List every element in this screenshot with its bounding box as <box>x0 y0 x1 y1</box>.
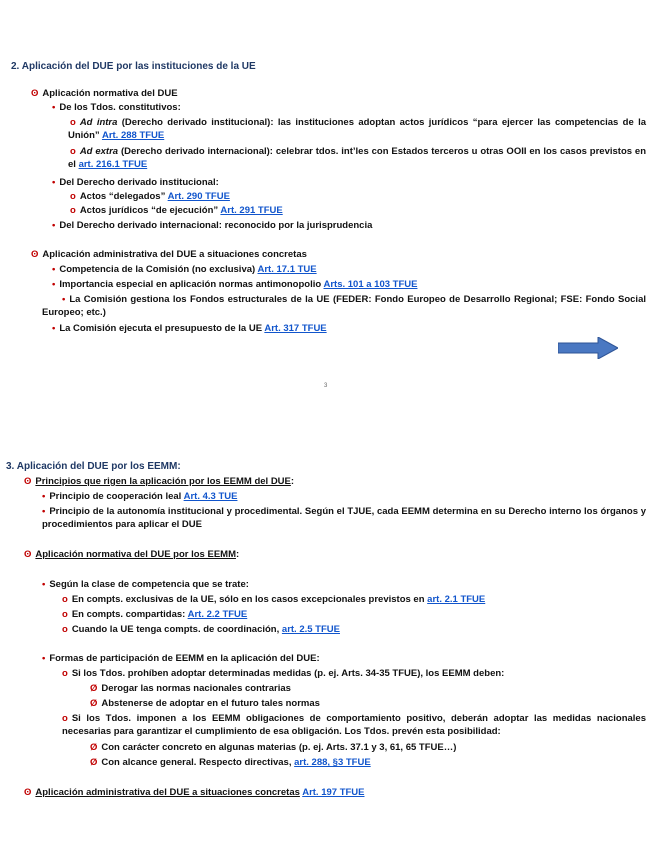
list-item: • De los Tdos. constitutivos: <box>52 102 181 113</box>
circle-bullet-icon: o <box>62 668 68 679</box>
bullet-icon: • <box>52 323 56 334</box>
empty-set-icon: Ø <box>90 742 98 753</box>
subsection-title: ʘ Aplicación normativa del DUE por los EEMM: <box>24 549 240 560</box>
list-item: o Cuando la UE tenga compts. de coordinación, art. 2.5 TFUE <box>62 624 340 635</box>
theta-icon: ʘ <box>31 249 39 260</box>
circle-bullet-icon: o <box>70 205 76 216</box>
list-item: • Del Derecho derivado internacional: reconocido por la jurisprudencia <box>52 220 373 231</box>
article-link[interactable]: Art. 4.3 TUE <box>183 491 238 502</box>
bullet-icon: • <box>62 294 66 305</box>
empty-set-icon: Ø <box>90 698 98 709</box>
article-link[interactable]: Art. 317 TFUE <box>264 323 327 334</box>
list-item: o Si los Tdos. prohíben adoptar determinadas medidas (p. ej. Arts. 34-35 TFUE), los EEMM deben: <box>62 668 505 679</box>
bullet-icon: • <box>42 653 46 664</box>
article-link[interactable]: art. 288, §3 TFUE <box>294 757 371 768</box>
section-heading-3: 3. Aplicación del DUE por los EEMM: <box>6 461 181 472</box>
list-item: • Principio de cooperación leal Art. 4.3 TUE <box>42 491 238 502</box>
list-item: o En compts. exclusivas de la UE, sólo en los casos excepcionales previstos en art. 2.1 TFUE <box>62 594 486 605</box>
theta-icon: ʘ <box>31 88 39 99</box>
bullet-icon: • <box>52 220 56 231</box>
circle-bullet-icon: o <box>70 191 76 202</box>
subsection-title: ʘ Aplicación administrativa del DUE a situaciones concretas <box>31 249 307 260</box>
bullet-icon: • <box>42 491 46 502</box>
subsection-title: ʘ Aplicación administrativa del DUE a situaciones concretas Art. 197 TFUE <box>24 787 365 798</box>
list-item: Ø Con alcance general. Respecto directivas, art. 288, §3 TFUE <box>90 757 371 768</box>
article-link[interactable]: Art. 288 TFUE <box>101 130 165 141</box>
next-arrow-icon[interactable] <box>558 337 618 359</box>
bullet-icon: • <box>42 506 46 517</box>
list-item: • Del Derecho derivado institucional: <box>52 177 219 188</box>
article-link[interactable]: Art. 291 TFUE <box>220 205 283 216</box>
bullet-icon: • <box>42 579 46 590</box>
circle-bullet-icon: o <box>62 594 68 605</box>
bullet-icon: • <box>52 177 56 188</box>
theta-icon: ʘ <box>24 787 32 798</box>
subsection-title: ʘ Aplicación normativa del DUE <box>31 88 178 99</box>
bullet-icon: • <box>52 264 56 275</box>
empty-set-icon: Ø <box>90 757 98 768</box>
circle-bullet-icon: o <box>62 624 68 635</box>
circle-bullet-icon: o <box>62 609 68 620</box>
list-item: Ø Con carácter concreto en algunas materias (p. ej. Arts. 37.1 y 3, 61, 65 TFUE…) <box>90 742 457 753</box>
article-link[interactable]: art. 2.1 TFUE <box>427 594 486 605</box>
article-link[interactable]: Art. 197 TFUE <box>302 787 365 798</box>
list-item: o En compts. compartidas: Art. 2.2 TFUE <box>62 609 248 620</box>
list-item: • La Comisión gestiona los Fondos estructurales de la UE (FEDER: Fondo Europeo de Desarrollo Regional; FSE: Fondo Social Europeo; etc.) <box>42 294 646 318</box>
article-link[interactable]: Art. 17.1 TUE <box>257 264 317 275</box>
list-item: • Importancia especial en aplicación normas antimonopolio Arts. 101 a 103 TFUE <box>52 279 418 290</box>
article-link[interactable]: Art. 2.2 TFUE <box>187 609 248 620</box>
page-number: 3 <box>324 383 328 389</box>
list-item: • Formas de participación de EEMM en la aplicación del DUE: <box>42 653 320 664</box>
list-item: o Ad intra (Derecho derivado institucional): las instituciones adoptan actos jurídicos “para ejercer las competencias de la Unión” Art. 288 TFUE <box>68 117 647 141</box>
list-item: o Actos jurídicos “de ejecución” Art. 291 TFUE <box>70 205 283 216</box>
bullet-icon: • <box>52 279 56 290</box>
article-link[interactable]: art. 216.1 TFUE <box>78 159 148 170</box>
circle-bullet-icon: o <box>70 117 76 128</box>
list-item: Ø Derogar las normas nacionales contrarias <box>90 683 291 694</box>
list-item: Ø Abstenerse de adoptar en el futuro tales normas <box>90 698 320 709</box>
list-item: • Principio de la autonomía institucional y procedimental. Según el TJUE, cada EEMM determina en su Derecho interno los órganos y procedimientos para aplicar el DUE <box>42 506 646 530</box>
list-item: o Actos “delegados” Art. 290 TFUE <box>70 191 230 202</box>
list-item: o Si los Tdos. imponen a los EEMM obligaciones de comportamiento positivo, deberán adoptar las medidas nacionales necesarias para garantizar el cumplimiento de esa obligación. Los Tdos. prevén esta posibilidad: <box>62 713 646 737</box>
empty-set-icon: Ø <box>90 683 98 694</box>
article-link[interactable]: art. 2.5 TFUE <box>281 624 340 635</box>
list-item: • Competencia de la Comisión (no exclusiva) Art. 17.1 TUE <box>52 264 317 275</box>
subsection-title: ʘ Principios que rigen la aplicación por los EEMM del DUE: <box>24 476 295 487</box>
article-link[interactable]: Arts. 101 a 103 TFUE <box>323 279 418 290</box>
article-link[interactable]: Art. 290 TFUE <box>167 191 230 202</box>
circle-bullet-icon: o <box>70 146 76 157</box>
theta-icon: ʘ <box>24 476 32 487</box>
list-item: • La Comisión ejecuta el presupuesto de la UE Art. 317 TFUE <box>52 323 327 334</box>
theta-icon: ʘ <box>24 549 32 560</box>
list-item: o Ad extra (Derecho derivado internacional): celebrar tdos. int’les con Estados terceros u otras OOII en los casos previstos en el art. 216.1 TFUE <box>68 146 646 170</box>
section-heading-2: 2. Aplicación del DUE por las instituciones de la UE <box>11 61 256 72</box>
circle-bullet-icon: o <box>62 713 68 724</box>
list-item: • Según la clase de competencia que se trate: <box>42 579 249 590</box>
bullet-icon: • <box>52 102 56 113</box>
